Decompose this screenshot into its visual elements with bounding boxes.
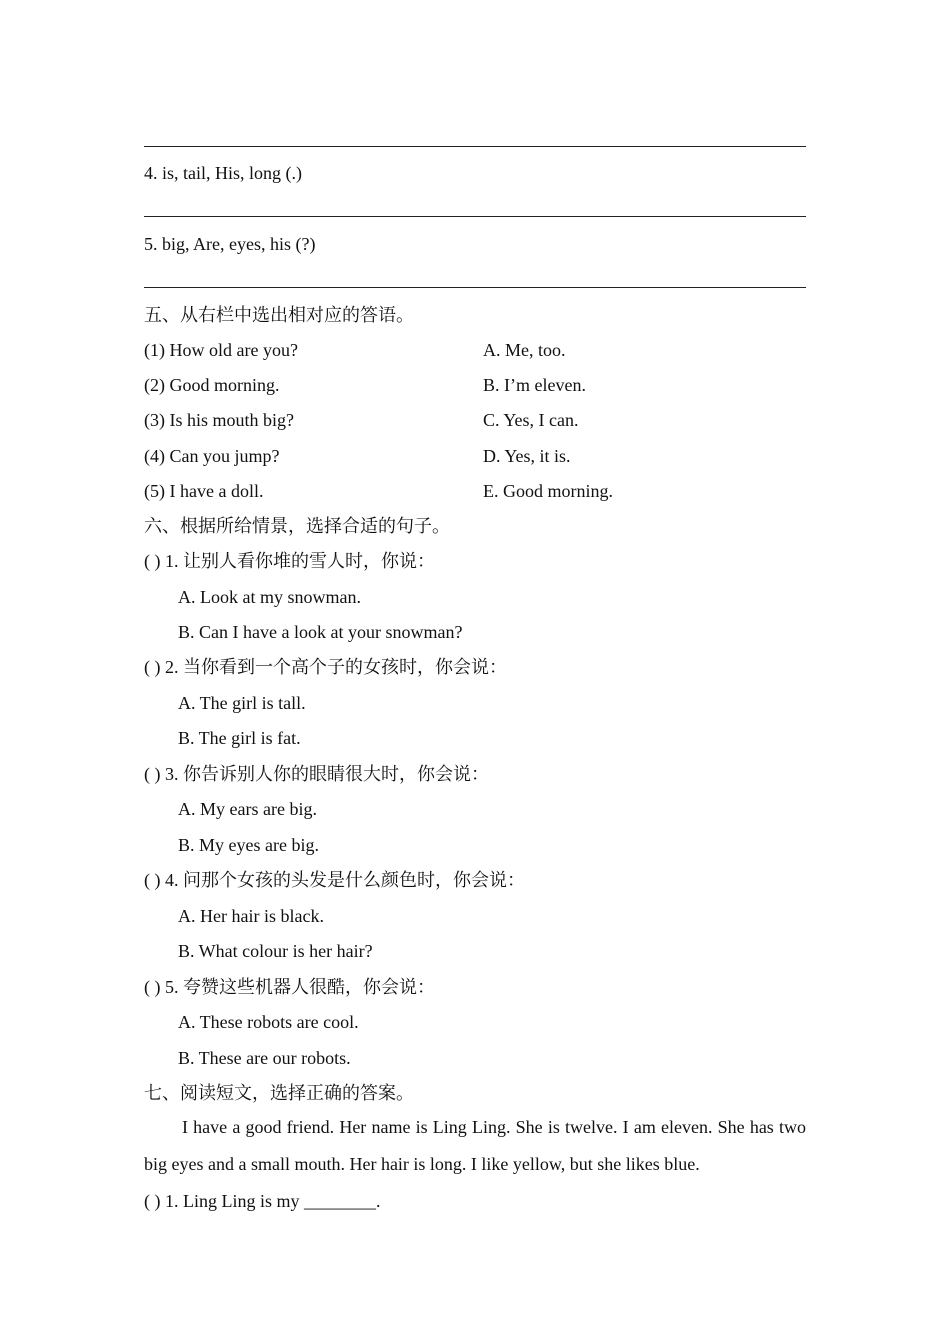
part6-q2-option-b: B. The girl is fat. [178,728,301,748]
answer-line-4 [144,216,806,217]
part5-right-a: A. Me, too. [483,340,566,360]
part6-q3-option-a: A. My ears are big. [178,799,317,819]
part6-heading: 六、根据所给情景，选择合适的句子。 [144,516,450,536]
reading-passage-text: I have a good friend. Her name is Ling Ling. She is twelve. I am eleven. She has two big eyes and a small mouth. Her hair is long. I like yellow, but she likes blue. [144,1117,806,1174]
answer-line-3 [144,146,806,147]
part6-question-3: ( ) 3. 你告诉别人你的眼睛很大时，你会说： [144,764,489,784]
part6-question-2: ( ) 2. 当你看到一个高个子的女孩时，你会说： [144,657,507,677]
part6-q1-option-b: B. Can I have a look at your snowman? [178,622,463,642]
part4-question-5: 5. big, Are, eyes, his (?) [144,234,316,254]
part5-left-2: (2) Good morning. [144,375,280,395]
part4-question-4: 4. is, tail, His, long (.) [144,163,302,183]
part6-q3-option-b: B. My eyes are big. [178,835,319,855]
answer-line-5 [144,287,806,288]
part6-q2-option-a: A. The girl is tall. [178,693,306,713]
part6-q5-option-b: B. These are our robots. [178,1048,351,1068]
part5-left-3: (3) Is his mouth big? [144,410,294,430]
part5-heading: 五、从右栏中选出相对应的答语。 [144,305,414,325]
part6-question-5: ( ) 5. 夸赞这些机器人很酷，你会说： [144,977,435,997]
part5-right-e: E. Good morning. [483,481,613,501]
part7-question-1: ( ) 1. Ling Ling is my ________. [144,1191,381,1211]
part6-q1-option-a: A. Look at my snowman. [178,587,361,607]
part6-question-1: ( ) 1. 让别人看你堆的雪人时，你说： [144,551,435,571]
part5-left-5: (5) I have a doll. [144,481,264,501]
part6-q4-option-b: B. What colour is her hair? [178,941,373,961]
part7-heading: 七、阅读短文，选择正确的答案。 [144,1083,414,1103]
reading-passage [144,1109,806,1183]
part5-right-d: D. Yes, it is. [483,446,571,466]
part6-q5-option-a: A. These robots are cool. [178,1012,359,1032]
part5-left-1: (1) How old are you? [144,340,298,360]
part5-left-4: (4) Can you jump? [144,446,280,466]
part5-right-c: C. Yes, I can. [483,410,579,430]
part6-question-4: ( ) 4. 问那个女孩的头发是什么颜色时，你会说： [144,870,525,890]
part6-q4-option-a: A. Her hair is black. [178,906,324,926]
part5-right-b: B. I’m eleven. [483,375,586,395]
